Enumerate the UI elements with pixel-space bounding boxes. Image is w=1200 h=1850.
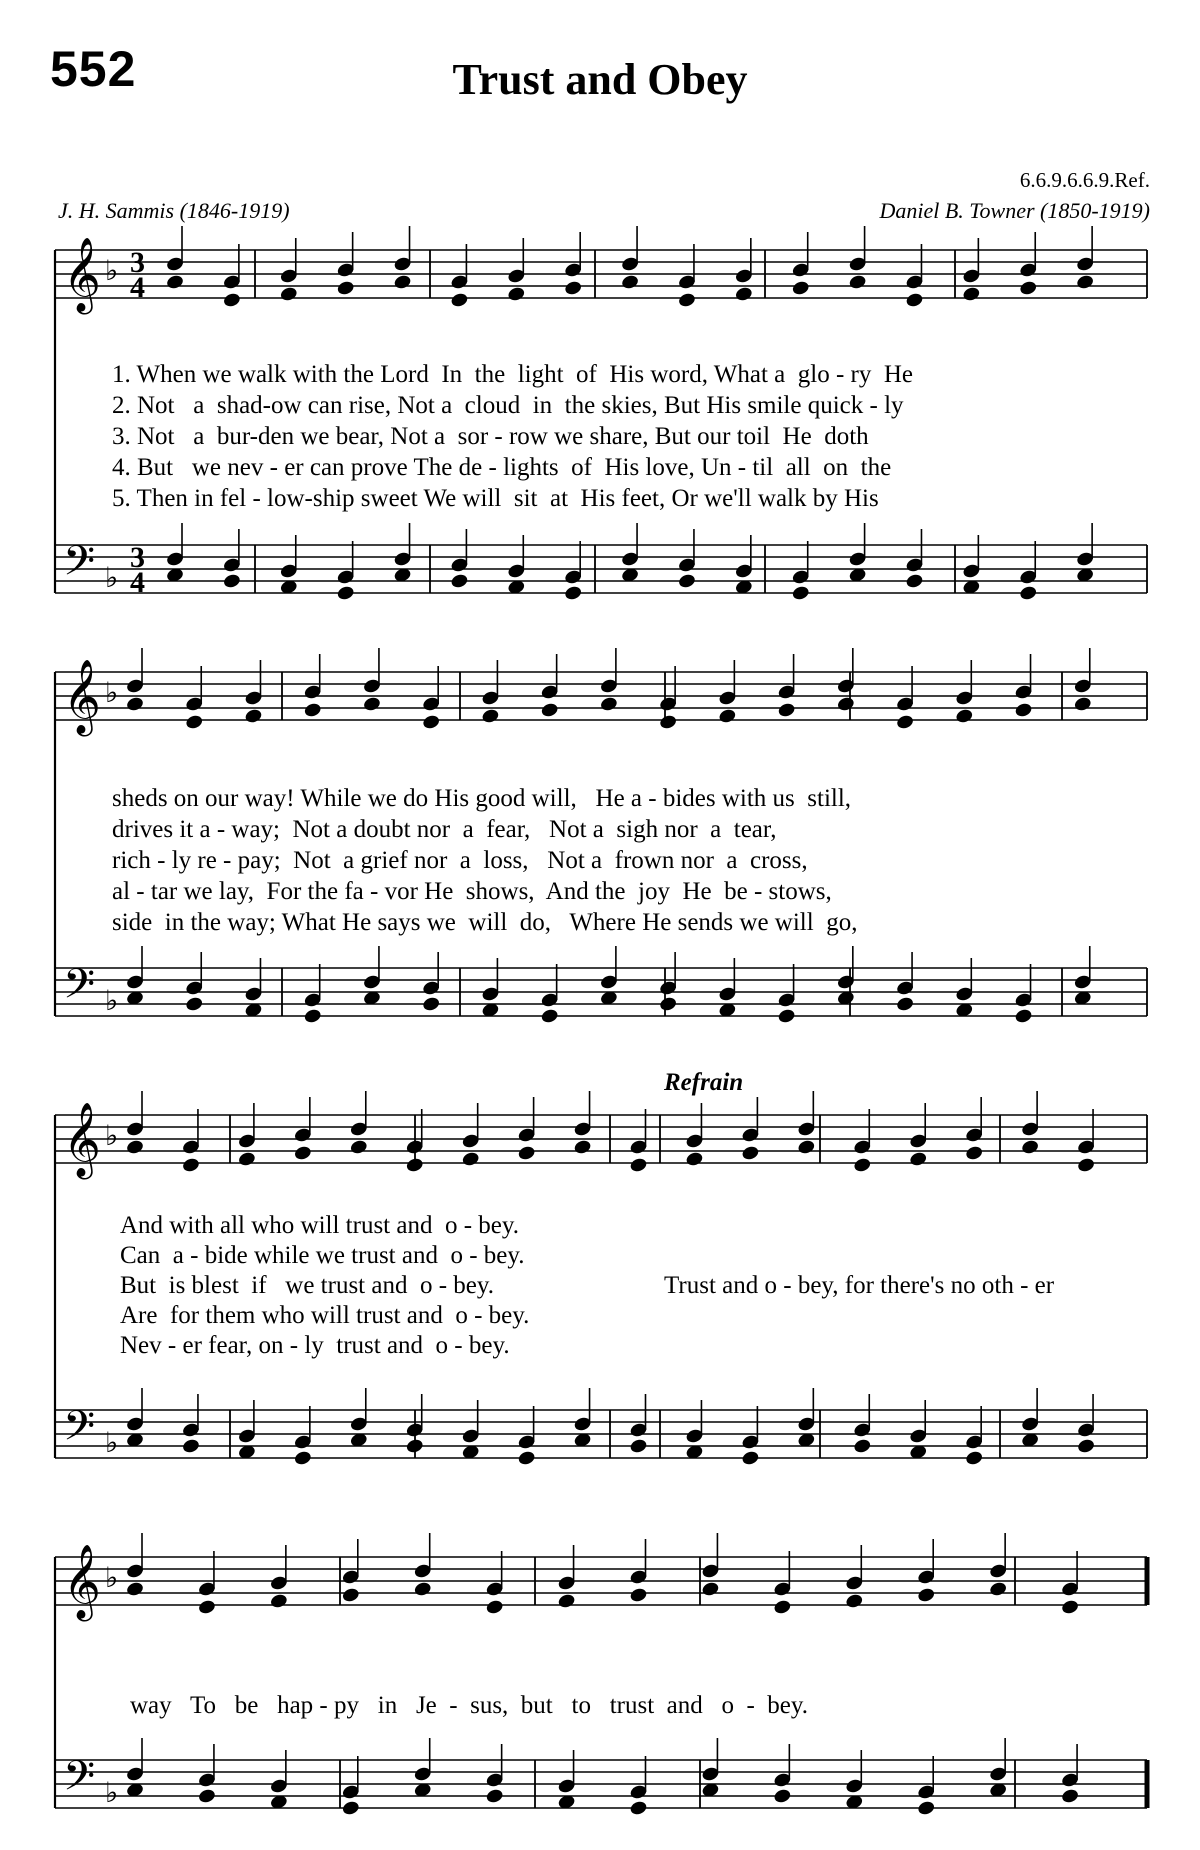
note-head bbox=[293, 1450, 312, 1467]
note-head bbox=[955, 708, 974, 725]
note-head bbox=[341, 1587, 360, 1604]
note-head bbox=[1061, 1599, 1080, 1616]
flat-icon: ♭ bbox=[105, 254, 119, 287]
note-head bbox=[741, 1145, 760, 1162]
note-head bbox=[405, 1438, 424, 1455]
note-head bbox=[181, 1157, 200, 1174]
note-head bbox=[1073, 696, 1092, 713]
note-head bbox=[659, 714, 678, 731]
lyric-s3-refrain: Trust and o - bey, for there's no oth - er bbox=[664, 1272, 1055, 1299]
note-head bbox=[777, 1008, 796, 1025]
time-signature-bottom: 4 bbox=[130, 566, 145, 599]
note-head bbox=[848, 274, 867, 291]
lyric-s3-v4: Are for them who will trust and o - bey. bbox=[120, 1302, 530, 1329]
note-head bbox=[1076, 1157, 1095, 1174]
note-head bbox=[422, 714, 441, 731]
note-head bbox=[1014, 702, 1033, 719]
note-head bbox=[965, 1145, 984, 1162]
note-head bbox=[629, 1800, 648, 1817]
note-head bbox=[564, 585, 583, 602]
time-signature-top: 3 bbox=[130, 246, 145, 279]
note-head bbox=[293, 1145, 312, 1162]
flat-icon: ♭ bbox=[105, 1561, 119, 1594]
treble-clef-icon: 𝄞 bbox=[63, 1545, 101, 1619]
note-head bbox=[303, 702, 322, 719]
note-head bbox=[413, 1581, 432, 1598]
lyric-s1-v4: 4. But we nev - er can prove The de - lights of His love, Un - til all on the bbox=[112, 454, 892, 481]
note-head bbox=[629, 1587, 648, 1604]
note-head bbox=[1021, 1139, 1040, 1156]
note-head bbox=[540, 1008, 559, 1025]
bass-clef-icon: 𝄢 bbox=[63, 1402, 96, 1460]
note-head bbox=[197, 1788, 216, 1805]
hymn-title: Trust and Obey bbox=[452, 55, 748, 104]
treble-clef-icon: 𝄞 bbox=[63, 1103, 101, 1177]
note-head bbox=[461, 1151, 480, 1168]
note-head bbox=[485, 1788, 504, 1805]
note-head bbox=[718, 708, 737, 725]
note-head bbox=[222, 573, 241, 590]
note-head bbox=[1076, 1438, 1095, 1455]
note-head bbox=[181, 1438, 200, 1455]
lyric-s4-v1: way To be hap - py in Je - sus, but to trust and o - bey. bbox=[130, 1692, 809, 1719]
note-head bbox=[599, 696, 618, 713]
flat-icon: ♭ bbox=[105, 984, 119, 1017]
lyric-s2-v4: al - tar we lay, For the fa - vor He shows, And the joy He be - stows, bbox=[112, 878, 832, 905]
note-head bbox=[962, 286, 981, 303]
meter: 6.6.9.6.6.9.Ref. bbox=[1019, 168, 1150, 192]
lyric-s3-v2: Can a - bide while we trust and o - bey. bbox=[120, 1242, 525, 1269]
note-head bbox=[341, 1800, 360, 1817]
note-head bbox=[909, 1151, 928, 1168]
note-head bbox=[485, 1599, 504, 1616]
note-head bbox=[244, 708, 263, 725]
note-head bbox=[853, 1438, 872, 1455]
note-head bbox=[773, 1599, 792, 1616]
time-signature-top: 3 bbox=[130, 541, 145, 574]
lyric-s1-v5: 5. Then in fel - low-ship sweet We will sit at His feet, Or we'll walk by His bbox=[112, 485, 879, 512]
note-head bbox=[965, 1450, 984, 1467]
note-head bbox=[125, 696, 144, 713]
lyric-s2-v3: rich - ly re - pay; Not a grief nor a loss, Not a frown nor a cross, bbox=[112, 847, 808, 874]
note-head bbox=[1019, 280, 1038, 297]
refrain-label: Refrain bbox=[664, 1069, 744, 1096]
note-head bbox=[269, 1593, 288, 1610]
note-head bbox=[895, 714, 914, 731]
note-head bbox=[620, 274, 639, 291]
note-head bbox=[303, 1008, 322, 1025]
note-head bbox=[185, 996, 204, 1013]
note-head bbox=[629, 1157, 648, 1174]
note-head bbox=[165, 274, 184, 291]
lyric-s2-v2: drives it a - way; Not a doubt nor a fear, Not a sigh nor a tear, bbox=[112, 816, 777, 843]
bass-clef-icon: 𝄢 bbox=[63, 537, 96, 595]
note-head bbox=[125, 1581, 144, 1598]
note-head bbox=[917, 1800, 936, 1817]
lyric-s3-v3: But is blest if we trust and o - bey. bbox=[120, 1272, 495, 1299]
note-head bbox=[905, 292, 924, 309]
note-head bbox=[517, 1450, 536, 1467]
flat-icon: ♭ bbox=[105, 561, 119, 594]
flat-icon: ♭ bbox=[105, 1119, 119, 1152]
bass-clef-icon: 𝄢 bbox=[63, 1752, 96, 1810]
note-head bbox=[853, 1157, 872, 1174]
note-head bbox=[197, 1599, 216, 1616]
note-head bbox=[362, 696, 381, 713]
note-head bbox=[734, 286, 753, 303]
note-head bbox=[185, 714, 204, 731]
note-head bbox=[222, 292, 241, 309]
note-head bbox=[659, 996, 678, 1013]
note-head bbox=[450, 573, 469, 590]
note-head bbox=[540, 702, 559, 719]
note-head bbox=[677, 292, 696, 309]
lyric-s3-v1: And with all who will trust and o - bey. bbox=[120, 1212, 520, 1239]
note-head bbox=[393, 274, 412, 291]
note-head bbox=[125, 1139, 144, 1156]
note-head bbox=[685, 1151, 704, 1168]
note-head bbox=[777, 702, 796, 719]
note-head bbox=[677, 573, 696, 590]
note-head bbox=[564, 280, 583, 297]
lyric-s1-v2: 2. Not a shad-ow can rise, Not a cloud in the skies, But His smile quick - ly bbox=[112, 392, 904, 419]
note-head bbox=[349, 1139, 368, 1156]
note-head bbox=[989, 1581, 1008, 1598]
note-head bbox=[797, 1139, 816, 1156]
note-head bbox=[1076, 274, 1095, 291]
note-head bbox=[481, 708, 500, 725]
note-head bbox=[336, 585, 355, 602]
note-head bbox=[791, 585, 810, 602]
note-head bbox=[507, 286, 526, 303]
note-head bbox=[573, 1139, 592, 1156]
note-head bbox=[422, 996, 441, 1013]
note-head bbox=[237, 1151, 256, 1168]
note-head bbox=[905, 573, 924, 590]
lyric-s2-v1: sheds on our way! While we do His good will, He a - bides with us still, bbox=[112, 785, 852, 812]
note-head bbox=[791, 280, 810, 297]
author-credit: J. H. Sammis (1846-1919) bbox=[58, 198, 290, 223]
note-head bbox=[629, 1438, 648, 1455]
note-head bbox=[517, 1145, 536, 1162]
note-head bbox=[279, 286, 298, 303]
note-head bbox=[917, 1587, 936, 1604]
note-head bbox=[895, 996, 914, 1013]
flat-icon: ♭ bbox=[105, 1776, 119, 1809]
lyric-s2-v5: side in the way; What He says we will do, Where He sends we will go, bbox=[112, 909, 858, 936]
note-head bbox=[405, 1157, 424, 1174]
note-head bbox=[1019, 585, 1038, 602]
note-head bbox=[1061, 1788, 1080, 1805]
note-head bbox=[836, 696, 855, 713]
note-head bbox=[450, 292, 469, 309]
composer-credit: Daniel B. Towner (1850-1919) bbox=[879, 198, 1150, 223]
bass-clef-icon: 𝄢 bbox=[63, 960, 96, 1018]
note-head bbox=[1014, 1008, 1033, 1025]
flat-icon: ♭ bbox=[105, 1426, 119, 1459]
flat-icon: ♭ bbox=[105, 676, 119, 709]
treble-clef-icon: 𝄞 bbox=[63, 660, 101, 734]
lyric-s3-v5: Nev - er fear, on - ly trust and o - bey. bbox=[120, 1332, 510, 1359]
note-head bbox=[773, 1788, 792, 1805]
note-head bbox=[845, 1593, 864, 1610]
note-head bbox=[336, 280, 355, 297]
note-head bbox=[557, 1593, 576, 1610]
note-head bbox=[741, 1450, 760, 1467]
lyric-s1-v1: 1. When we walk with the Lord In the light of His word, What a glo - ry He bbox=[112, 361, 913, 388]
note-head bbox=[701, 1581, 720, 1598]
treble-clef-icon: 𝄞 bbox=[63, 238, 101, 312]
lyric-s1-v3: 3. Not a bur-den we bear, Not a sor - row we share, But our toil He doth bbox=[112, 423, 869, 450]
time-signature-bottom: 4 bbox=[130, 271, 145, 304]
hymn-number: 552 bbox=[50, 41, 137, 97]
